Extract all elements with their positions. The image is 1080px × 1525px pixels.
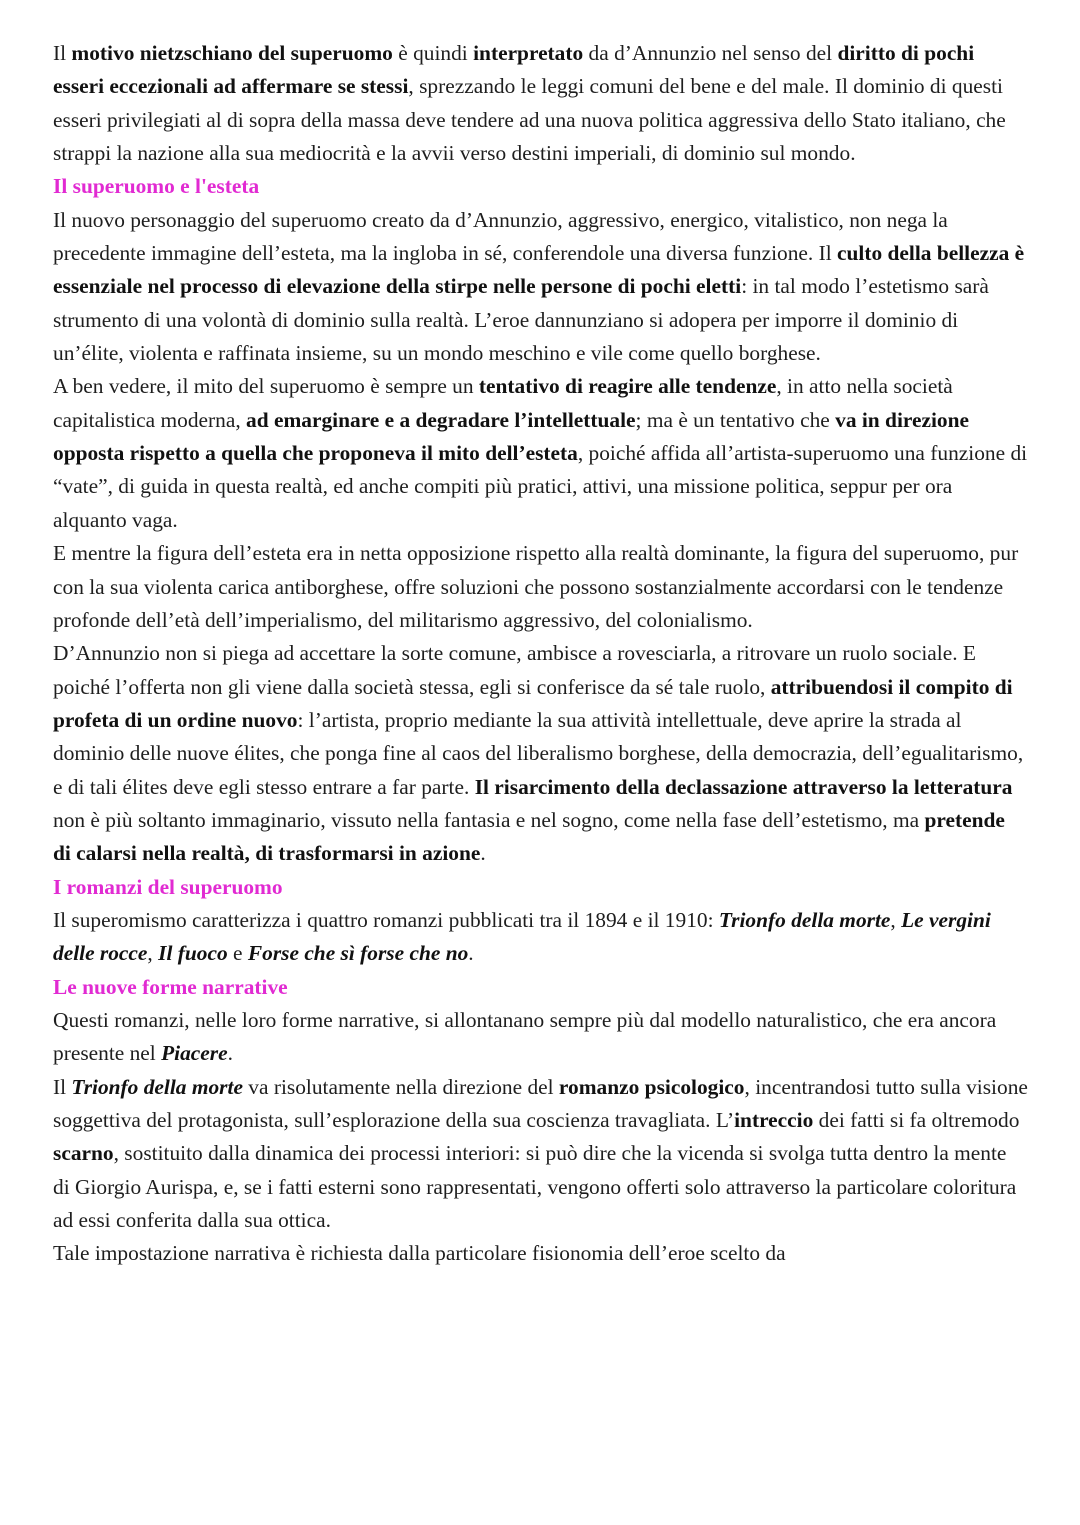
- bold-text-run: romanzo psicologico: [558, 1074, 745, 1099]
- bold-text-run: motivo nietzschiano del superuomo: [71, 41, 393, 65]
- bold-text-run: scarno: [53, 1141, 114, 1166]
- text-run: , in atto nella società capitalistica moderna,: [53, 374, 953, 432]
- text-run: D’Annunzio non si piega ad accettare la sorte comune, ambisce a rovesciarla, a ritrovare un ruolo sociale. E poiché l’offerta non gli viene dalla società stessa, egli si conferisce da sé tale ruolo,: [53, 641, 976, 699]
- emphasis-title-text: Piacere: [161, 1041, 228, 1066]
- section-heading: I romanzi del superuomo: [53, 874, 283, 899]
- bold-text-run: pretende di calarsi nella realtà, di trasformarsi in azione: [53, 807, 1005, 866]
- text-run: , poiché affida all’artista-superuomo una funzione di “vate”, di guida in questa realtà, ed anche compiti più pratici, attivi, una missione politica, seppur per ora alquanto vaga.: [53, 441, 1028, 532]
- text-run: Il superomismo caratterizza i quattro romanzi pubblicati tra il 1894 e il 1910:: [53, 907, 719, 932]
- text-run: ,: [890, 907, 902, 932]
- bold-text-run: intreccio: [734, 1108, 814, 1132]
- body-paragraph: [53, 1004, 1028, 1071]
- text-run: , incentrandosi tutto sulla visione soggettiva del protagonista, sull’esplorazione della sua coscienza travagliata. L’: [53, 1074, 1028, 1132]
- text-run: , sprezzando le leggi comuni del bene e del male. Il dominio di questi esseri privilegiati al di sopra della massa deve tendere ad una nuova politica aggressiva dello Stato italiano, che strappi la nazione alla sua mediocrità e la avvii verso destini imperiali, di dominio sul mondo.: [53, 74, 1006, 166]
- bold-italic-run: [158, 941, 228, 965]
- body-paragraph: [53, 904, 1028, 971]
- bold-italic-run: [719, 908, 891, 932]
- text-run: Questi romanzi, nelle loro forme narrative, si allontanano sempre più dal modello naturalistico, che era ancora presente nel: [53, 1007, 997, 1066]
- bold-text-run: culto della bellezza è essenziale nel processo di elevazione della stirpe nelle persone di pochi eletti: [53, 241, 1025, 299]
- body-paragraph: [53, 1237, 1028, 1270]
- body-paragraph: [53, 537, 1028, 637]
- text-run: ,: [147, 941, 159, 966]
- emphasis-title-text: Forse che sì forse che no: [247, 941, 469, 966]
- bold-text-run: va in direzione opposta rispetto a quella che proponeva il mito dell’esteta: [53, 407, 970, 466]
- text-run: da d’Annunzio nel senso del: [583, 41, 838, 65]
- text-run: va risolutamente nella direzione del: [242, 1074, 559, 1099]
- body-paragraph: [53, 204, 1028, 371]
- section-heading: Le nuove forme narrative: [53, 974, 288, 999]
- emphasis-title-text: Trionfo della morte: [718, 907, 891, 932]
- text-run: Tale impostazione narrativa è richiesta dalla particolare fisionomia dell’eroe scelto da: [53, 1241, 786, 1266]
- text-run: dei fatti si fa oltremodo: [813, 1108, 1020, 1132]
- text-run: , sostituito dalla dinamica dei processi interiori: si può dire che la vicenda si svolga tutta dentro la mente di Giorgio Aurispa, e, se i fatti esterni sono rappresentati, vengono offerti solo attraverso la particolare coloritura ad essi conferita dalla sua ottica.: [53, 1141, 1017, 1233]
- body-paragraph: [53, 1071, 1028, 1238]
- text-run: .: [227, 1041, 233, 1066]
- bold-text-run: diritto di pochi esseri eccezionali ad affermare se stessi: [53, 41, 975, 99]
- bold-text-run: tentativo di reagire alle tendenze: [478, 374, 777, 399]
- bold-text-run: Il risarcimento della declassazione attraverso la letteratura: [474, 774, 1013, 799]
- text-run: Il nuovo personaggio del superuomo creato da d’Annunzio, aggressivo, energico, vitalistico, non nega la precedente immagine dell’esteta, ma la ingloba in sé, conferendole una diversa funzione. Il: [53, 207, 948, 266]
- bold-text-run: ad emarginare e a degradare l’intellettuale: [246, 407, 636, 432]
- text-run: .: [468, 941, 474, 966]
- body-paragraph: [53, 370, 1028, 537]
- text-run: Il: [53, 1074, 72, 1099]
- text-run: ; ma è un tentativo che: [635, 407, 836, 432]
- bold-text-run: attribuendosi il compito di profeta di un ordine nuovo: [53, 674, 1013, 732]
- text-run: E mentre la figura dell’esteta era in netta opposizione rispetto alla realtà dominante, la figura del superuomo, pur con la sua violenta carica antiborghese, offre soluzioni che possono sostanzialmente accordarsi con le tendenze profonde dell’età dell’imperialismo, del militarismo aggressivo, del colonialismo.: [53, 541, 1019, 632]
- text-run: : l’artista, proprio mediante la sua attività intellettuale, deve aprire la strada al dominio delle nuove élites, che ponga fine al caos del liberalismo borghese, della democrazia, dell’egualitarismo, e di tali élites deve egli stesso entrare a far parte.: [53, 707, 1024, 799]
- bold-italic-run: [71, 1075, 243, 1099]
- document-page: [53, 37, 1028, 1271]
- body-paragraph: [53, 37, 1028, 170]
- emphasis-title-text: Le vergini delle rocce: [53, 907, 991, 966]
- emphasis-title-text: Il fuoco: [158, 941, 228, 966]
- section-heading: Il superuomo e l'esteta: [53, 174, 260, 199]
- text-run: non è più soltanto immaginario, vissuto nella fantasia e nel sogno, come nella fase dell’estetismo, ma: [53, 807, 925, 832]
- text-run: Il: [53, 41, 72, 65]
- bold-italic-run: [161, 1041, 228, 1065]
- text-run: A ben vedere, il mito del superuomo è sempre un: [53, 374, 479, 399]
- bold-italic-run: [248, 941, 468, 965]
- bold-text-run: interpretato: [473, 41, 584, 65]
- emphasis-title-text: Trionfo della morte: [71, 1074, 243, 1099]
- text-run: e: [227, 941, 248, 966]
- text-run: : in tal modo l’estetismo sarà strumento di una volontà di dominio sulla realtà. L’eroe dannunziano si adopera per imporre il dominio di un’élite, violenta e raffinata insieme, su un mondo meschino e vile come quello borghese.: [53, 274, 989, 366]
- body-paragraph: [53, 637, 1028, 870]
- text-run: è quindi: [392, 41, 474, 65]
- text-run: .: [480, 841, 486, 866]
